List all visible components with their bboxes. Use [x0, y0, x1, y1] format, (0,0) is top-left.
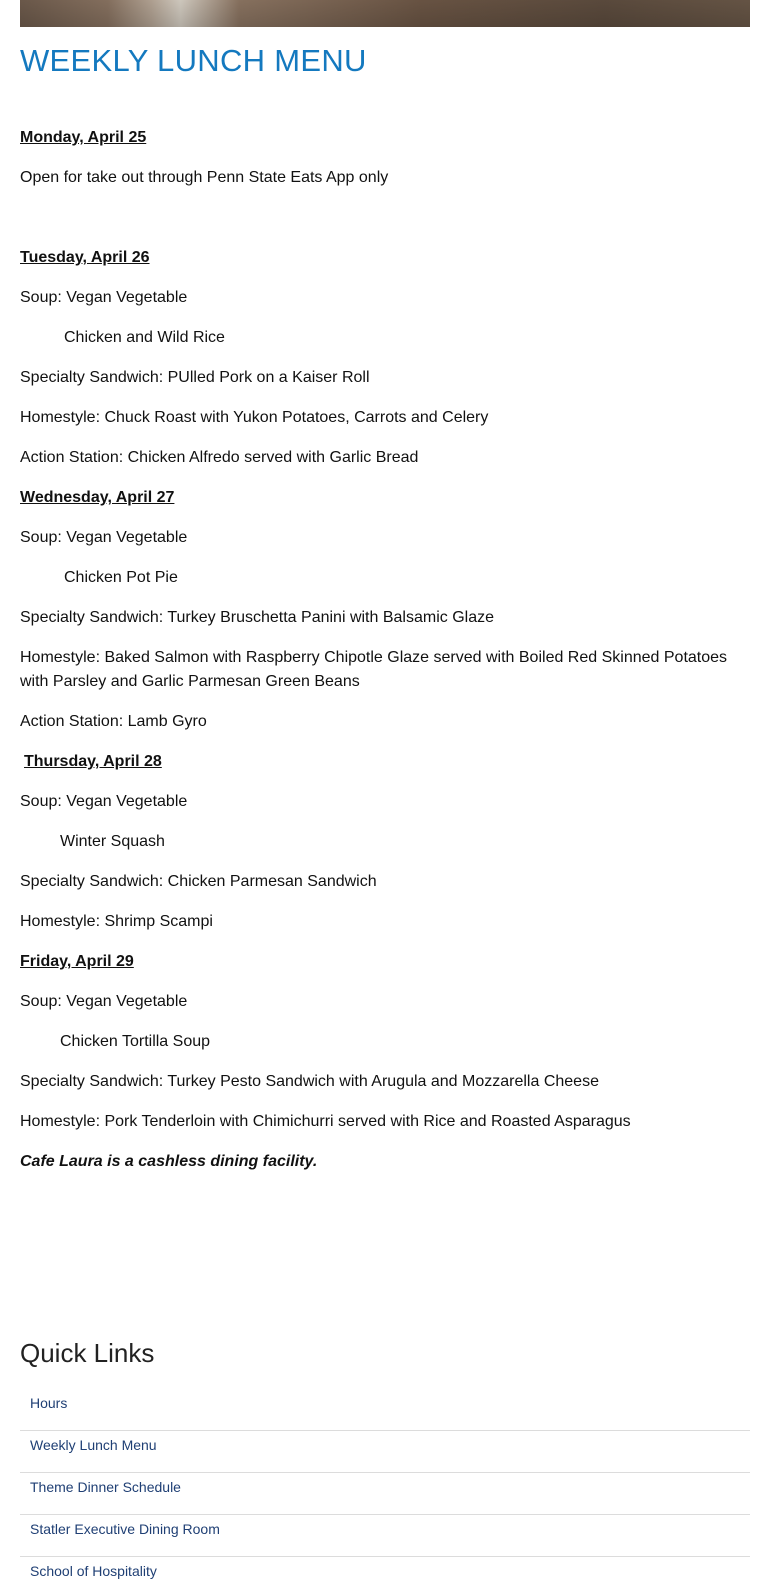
- tuesday-specialty: Specialty Sandwich: PUlled Pork on a Kaiser Roll: [20, 369, 370, 386]
- tuesday-soup-2: Chicken and Wild Rice: [64, 329, 225, 346]
- thursday-homestyle: Homestyle: Shrimp Scampi: [20, 913, 213, 930]
- day-heading-tuesday: Tuesday, April 26: [20, 249, 150, 266]
- day-heading-friday: Friday, April 29: [20, 953, 134, 970]
- quick-link-hours[interactable]: Hours: [20, 1389, 750, 1431]
- quick-link-weekly-lunch-menu[interactable]: Weekly Lunch Menu: [20, 1431, 750, 1473]
- cashless-notice: Cafe Laura is a cashless dining facility.: [20, 1153, 318, 1170]
- wednesday-specialty: Specialty Sandwich: Turkey Bruschetta Panini with Balsamic Glaze: [20, 609, 494, 626]
- wednesday-homestyle: Homestyle: Baked Salmon with Raspberry Chipotle Glaze served with Boiled Red Skinned Potatoes with Parsley and Garlic Parmesan Green Beans: [20, 649, 728, 690]
- quick-link-statler-executive-dining-room[interactable]: Statler Executive Dining Room: [20, 1515, 750, 1557]
- day-heading-thursday: Thursday, April 28: [24, 753, 162, 770]
- wednesday-soup-2: Chicken Pot Pie: [64, 569, 178, 586]
- page-title: WEEKLY LUNCH MENU: [20, 43, 367, 78]
- spacer: [20, 230, 750, 246]
- quick-links-list: [20, 1389, 750, 1583]
- friday-soup-2: Chicken Tortilla Soup: [60, 1033, 211, 1050]
- quick-link-school-of-hospitality[interactable]: School of Hospitality: [30, 1563, 157, 1579]
- friday-specialty: Specialty Sandwich: Turkey Pesto Sandwich with Arugula and Mozzarella Cheese: [20, 1073, 599, 1090]
- tuesday-action: Action Station: Chicken Alfredo served with Garlic Bread: [20, 449, 419, 466]
- thursday-soup-1: Soup: Vegan Vegetable: [20, 793, 188, 810]
- spacer: [20, 206, 750, 230]
- wednesday-action: Action Station: Lamb Gyro: [20, 713, 207, 730]
- tuesday-soup-1: Soup: Vegan Vegetable: [20, 289, 188, 306]
- friday-homestyle: Homestyle: Pork Tenderloin with Chimichurri served with Rice and Roasted Asparagus: [20, 1113, 631, 1130]
- quick-link-theme-dinner-schedule[interactable]: Theme Dinner Schedule: [20, 1473, 750, 1515]
- thursday-specialty: Specialty Sandwich: Chicken Parmesan Sandwich: [20, 873, 377, 890]
- tuesday-homestyle: Homestyle: Chuck Roast with Yukon Potatoes, Carrots and Celery: [20, 409, 489, 426]
- monday-note: Open for take out through Penn State Eats App only: [20, 169, 389, 186]
- thursday-heading-row: [20, 750, 750, 774]
- thursday-soup-2: Winter Squash: [60, 833, 165, 850]
- day-heading-wednesday: Wednesday, April 27: [20, 489, 175, 506]
- hero-image: [20, 0, 750, 27]
- day-heading-monday: Monday, April 25: [20, 129, 147, 146]
- wednesday-soup-1: Soup: Vegan Vegetable: [20, 529, 188, 546]
- friday-soup-1: Soup: Vegan Vegetable: [20, 993, 188, 1010]
- quick-links-title: Quick Links: [20, 1338, 155, 1368]
- menu-content: [20, 126, 750, 1190]
